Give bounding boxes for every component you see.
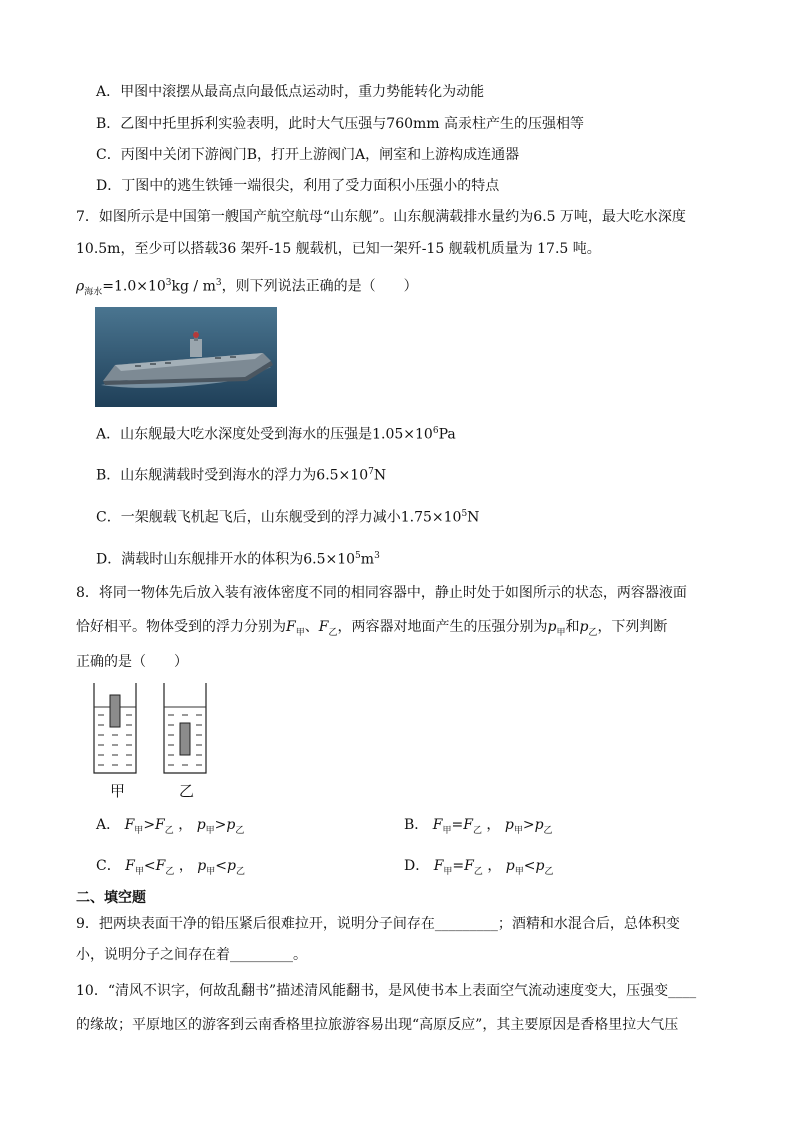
object-jia (110, 695, 120, 727)
q7-option-c: C．一架舰载飞机起飞后，山东舰受到的浮力减小$1.75\times 10^5N$ (96, 509, 480, 526)
rho-subscript: 海水 (84, 287, 103, 298)
q7-option-b: B．山东舰满载时受到海水的浮力为$6.5\times 10^7N$ (96, 467, 387, 484)
q8-stem-line3: 正确的是（ ） (76, 654, 188, 670)
q8-option-a: A． $F_甲>F_乙$ ， $p_甲>p_乙$ (96, 817, 245, 836)
two-containers-diagram (86, 683, 216, 801)
aircraft-carrier-image (95, 307, 277, 407)
q10-line1: 10．“清风不识字，何故乱翻书”描述清风能翻书，是风使书本上表面空气流动速度变大，压强变____ (76, 983, 697, 999)
q7-option-d: D．满载时山东舰排开水的体积为$6.5\times 10^5m^3$ (96, 551, 380, 568)
q6-option-b: B．乙图中托里拆利实验表明，此时大气压强与760mm 高汞柱产生的压强相等 (96, 116, 585, 132)
q8-option-c: C． $F_甲<F_乙$ ， $p_甲<p_乙$ (96, 858, 245, 877)
q7-stem-line1: 7．如图所示是中国第一艘国产航空航母“山东舰”。山东舰满载排水量约为6.5 万吨，最大吃水深度 (76, 209, 686, 225)
q8-option-b: B． $F_甲=F_乙$ ， $p_甲>p_乙$ (404, 817, 553, 836)
label-yi: 乙 (179, 782, 195, 800)
q6-option-d: D．丁图中的逃生铁锤一端很尖，利用了受力面积小压强小的特点 (96, 178, 500, 194)
q7-option-a: A．山东舰最大吃水深度处受到海水的压强是$1.05\times 10^6Pa$ (96, 426, 456, 443)
q7-density-line: $\rho_{海水}=1.0\times 10^3kg / m^3$，则下列说法正确的是（ ） (76, 278, 418, 298)
section-heading-fill-in: 二、填空题 (76, 890, 146, 906)
aircraft-carrier-photo (95, 307, 277, 407)
label-jia: 甲 (110, 782, 126, 800)
object-yi (180, 723, 190, 755)
q10-line2: 的缘故；平原地区的游客到云南香格里拉旅游容易出现“高原反应”，其主要原因是香格里拉大气压 (76, 1017, 679, 1033)
q8-option-d: D． $F_甲=F_乙$ ， $p_甲<p_乙$ (404, 858, 554, 877)
rho-value: =1.0×10 (102, 278, 166, 295)
q8-stem-line1: 8．将同一物体先后放入装有液体密度不同的相同容器中，静止时处于如图所示的状态，两容器液面 (76, 585, 687, 601)
q8-stem-line2: 恰好相平。物体受到的浮力分别为$F_甲$、$F_乙$，两容器对地面产生的压强分别为$p_甲$和$p_乙$，下列判断 (76, 619, 668, 638)
q7-stem-line3: ，则下列说法正确的是（ ） (221, 278, 418, 295)
q9-line1: 9．把两块表面干净的铅压紧后很难拉开，说明分子间存在_________；酒精和水混合后，总体积变 (76, 916, 680, 932)
q6-option-a: A．甲图中滚摆从最高点向最低点运动时，重力势能转化为动能 (96, 84, 485, 100)
containers-figure (86, 683, 216, 801)
rho-symbol: ρ (76, 278, 85, 295)
q6-option-c: C．丙图中关闭下游阀门B，打开上游阀门A，闸室和上游构成连通器 (96, 147, 520, 163)
q9-line2: 小，说明分子之间存在着_________。 (76, 947, 307, 963)
q7-stem-line2: 10.5m，至少可以搭载36 架歼-15 舰载机，已知一架歼-15 舰载机质量为 17.5 吨。 (76, 241, 601, 257)
